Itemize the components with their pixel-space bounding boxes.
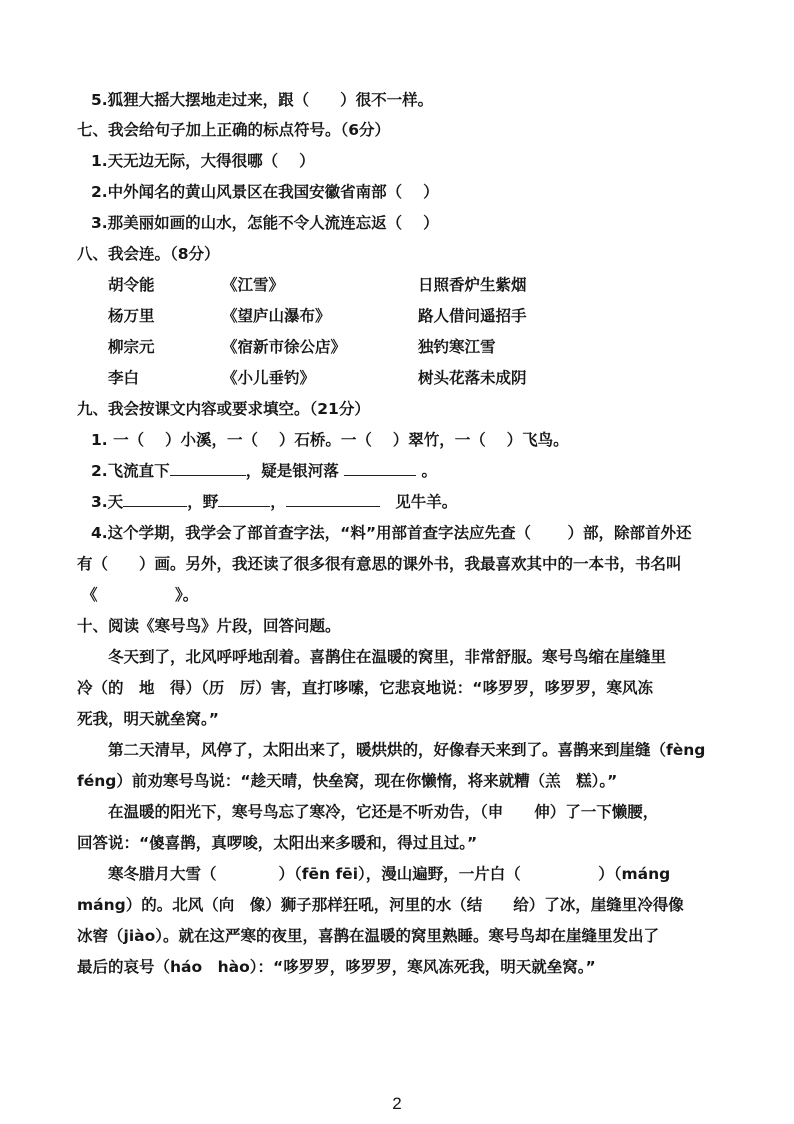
match-author: 杨万里: [108, 307, 155, 325]
passage-line: 回答说：“傻喜鹊，真啰唆，太阳出来多暖和，得过且过。”: [77, 834, 478, 852]
answer-blank[interactable]: [286, 491, 380, 507]
passage-line: féng）前劝寒号鸟说：“趁天晴，快垒窝，现在你懒惰，将来就糟（羔 糕）。”: [77, 772, 618, 790]
match-author: 胡令能: [108, 276, 155, 294]
fill-text: 见牛羊。: [395, 493, 458, 511]
section-7-title: 七、我会给句子加上正确的标点符号。（6分）: [77, 121, 391, 139]
passage-line: 在温暖的阳光下，寒号鸟忘了寒冷，它还是不听劝告，（申 伸）了一下懒腰，: [108, 803, 659, 821]
fill-text: ，野: [187, 493, 219, 511]
match-line: 独钓寒江雪: [418, 338, 496, 356]
fill-item-1: 1. 一（ ）小溪，一（ ）石桥。一（ ）翠竹，一（ ）飞鸟。: [91, 431, 569, 449]
fill-text: ，疑是银河落: [245, 462, 339, 480]
match-poem: 《望庐山瀑布》: [222, 307, 331, 325]
match-line: 路人借问遥招手: [418, 307, 527, 325]
section-8-title: 八、我会连。（8分）: [77, 245, 220, 263]
fill-item-4-line-1: 4.这个学期，我学会了部首查字法，“料”用部首查字法应先查（ ）部，除部首外还: [91, 524, 692, 542]
fill-text: 2.飞流直下: [91, 462, 170, 480]
answer-blank[interactable]: [344, 460, 416, 476]
fill-text: ，: [270, 493, 286, 511]
match-line: 日照香炉生紫烟: [418, 276, 527, 294]
answer-blank[interactable]: [218, 491, 270, 507]
fill-item-4-line-3: 《 》。: [82, 586, 199, 604]
page-number: 2: [392, 1094, 402, 1113]
section-7-item: 1.天无边无际，大得很哪（ ）: [91, 152, 315, 170]
fill-item-3: [91, 491, 457, 513]
question-6-item-5: 5.狐狸大摇大摆地走过来，跟（ ）很不一样。: [91, 91, 434, 109]
match-author: 李白: [108, 369, 140, 387]
passage-line: máng）的。北风（向 像）狮子那样狂吼，河里的水（结 给）了冰，崖缝里冷得像: [77, 896, 684, 914]
passage-line: 第二天清早，风停了，太阳出来了，暖烘烘的，好像春天来到了。喜鹊来到崖缝（fèng: [108, 741, 706, 759]
match-poem: 《宿新市徐公店》: [222, 338, 347, 356]
section-10-title: 十、阅读《寒号鸟》片段，回答问题。: [77, 617, 341, 635]
fill-item-4-line-2: 有（ ）画。另外，我还读了很多很有意思的课外书，我最喜欢其中的一本书，书名叫: [77, 555, 682, 573]
passage-line: 冷（的 地 得）（历 厉）害，直打哆嗦，它悲哀地说：“哆罗罗，哆罗罗，寒风冻: [77, 679, 653, 697]
section-7-item: 3.那美丽如画的山水，怎能不令人流连忘返（ ）: [91, 214, 439, 232]
answer-blank[interactable]: [123, 491, 187, 507]
match-author: 柳宗元: [108, 338, 155, 356]
fill-item-2: [91, 460, 437, 482]
passage-line: 冰窖（jiào）。就在这严寒的夜里，喜鹊在温暖的窝里熟睡。寒号鸟却在崖缝里发出了: [77, 927, 659, 945]
fill-text: 3.天: [91, 493, 124, 511]
passage-line: 最后的哀号（háo hào）：“哆罗罗，哆罗罗，寒风冻死我，明天就垒窝。”: [77, 958, 596, 976]
match-poem: 《小儿垂钓》: [222, 369, 316, 387]
match-poem: 《江雪》: [222, 276, 285, 294]
answer-blank[interactable]: [170, 460, 246, 476]
fill-text: 。: [421, 462, 438, 480]
match-line: 树头花落未成阴: [418, 369, 527, 387]
section-7-item: 2.中外闻名的黄山风景区在我国安徽省南部（ ）: [91, 183, 439, 201]
passage-line: 死我，明天就垒窝。”: [77, 710, 219, 728]
section-9-title: 九、我会按课文内容或要求填空。（21分）: [77, 400, 370, 418]
passage-line: 寒冬腊月大雪（ ）（fēn fēi），漫山遍野，一片白（ ）（máng: [108, 865, 671, 883]
passage-line: 冬天到了，北风呼呼地刮着。喜鹊住在温暖的窝里，非常舒服。寒号鸟缩在崖缝里: [108, 648, 667, 666]
